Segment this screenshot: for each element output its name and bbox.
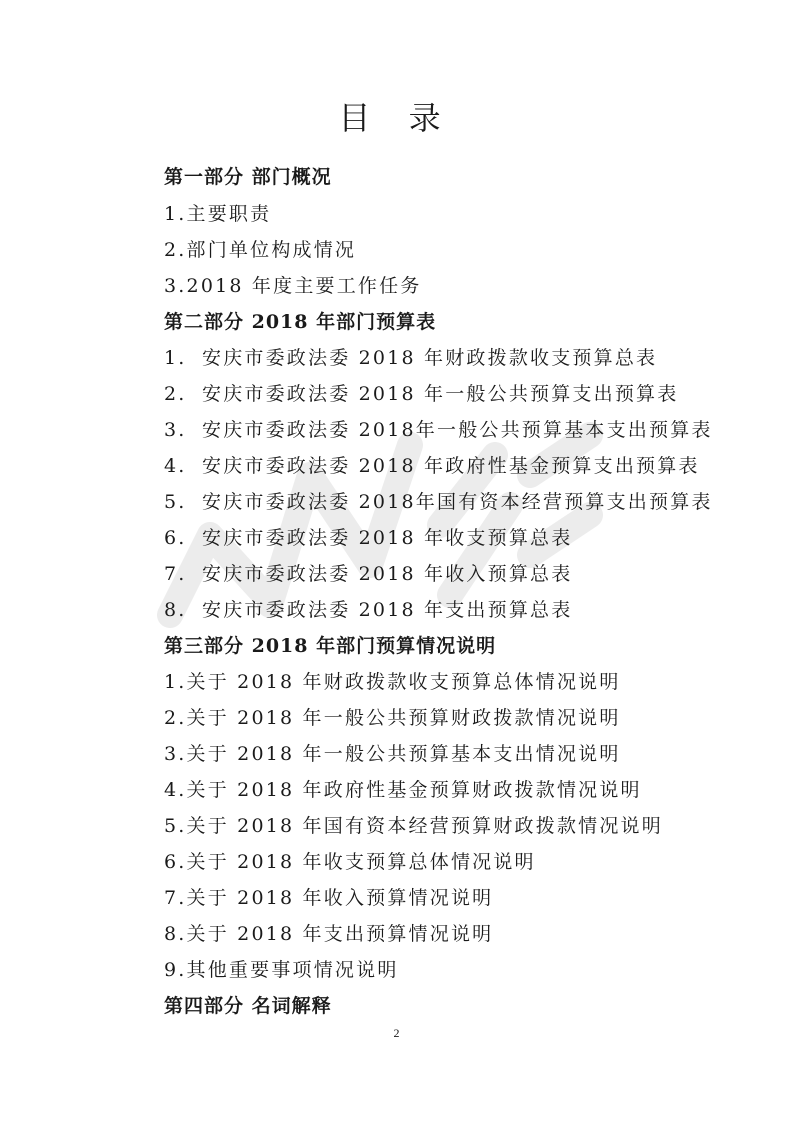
- toc-item-text: 安庆市委政法委 2018年国有资本经营预算支出预算表: [202, 491, 713, 513]
- toc-item: 3.2018 年度主要工作任务: [164, 275, 422, 297]
- toc-item-number: 7.: [164, 563, 187, 585]
- toc-item-text: 安庆市委政法委 2018 年一般公共预算支出预算表: [202, 383, 679, 405]
- toc-item-text: 安庆市委政法委 2018 年财政拨款收支预算总表: [202, 347, 658, 369]
- toc-item-text: 安庆市委政法委 2018年一般公共预算基本支出预算表: [202, 419, 713, 441]
- toc-item: [164, 343, 657, 370]
- toc-item: 9.其他重要事项情况说明: [164, 959, 399, 981]
- section-heading-part1: 第一部分 部门概况: [164, 166, 332, 188]
- toc-item: [164, 487, 713, 514]
- toc-item: 1.关于 2018 年财政拨款收支预算总体情况说明: [164, 671, 621, 693]
- section-heading-part3: 第三部分 2018 年部门预算情况说明: [164, 635, 497, 657]
- toc-item: [164, 415, 713, 442]
- toc-item-text: 安庆市委政法委 2018 年政府性基金预算支出预算表: [202, 455, 700, 477]
- toc-item-text: 安庆市委政法委 2018 年收支预算总表: [202, 527, 573, 549]
- toc-item: [164, 451, 700, 478]
- toc-item: 5.关于 2018 年国有资本经营预算财政拨款情况说明: [164, 815, 663, 837]
- toc-item-number: 5.: [164, 491, 187, 513]
- toc-item-number: 8.: [164, 599, 187, 621]
- toc-item: 2.关于 2018 年一般公共预算财政拨款情况说明: [164, 707, 621, 729]
- toc-item: 4.关于 2018 年政府性基金预算财政拨款情况说明: [164, 779, 642, 801]
- section-heading-part4: 第四部分 名词解释: [164, 995, 332, 1017]
- toc-item-number: 1.: [164, 347, 187, 369]
- toc-item: 6.关于 2018 年收支预算总体情况说明: [164, 851, 536, 873]
- toc-item: [164, 379, 678, 406]
- toc-item-number: 4.: [164, 455, 187, 477]
- page-number: 2: [393, 1026, 400, 1040]
- toc-item: [164, 523, 572, 550]
- toc-item-number: 2.: [164, 383, 187, 405]
- toc-item: 3.关于 2018 年一般公共预算基本支出情况说明: [164, 743, 621, 765]
- toc-item: 8.关于 2018 年支出预算情况说明: [164, 923, 494, 945]
- toc-item-number: 6.: [164, 527, 187, 549]
- toc-item-text: 安庆市委政法委 2018 年收入预算总表: [202, 563, 573, 585]
- section-heading-part2: 第二部分 2018 年部门预算表: [164, 311, 437, 333]
- page-title: 目 录: [338, 99, 455, 137]
- toc-item: 1.主要职责: [164, 203, 272, 225]
- toc-item: [164, 559, 572, 586]
- toc-item: 7.关于 2018 年收入预算情况说明: [164, 887, 494, 909]
- toc-item-number: 3.: [164, 419, 187, 441]
- toc-item: [164, 595, 572, 622]
- toc-item-text: 安庆市委政法委 2018 年支出预算总表: [202, 599, 573, 621]
- toc-item: 2.部门单位构成情况: [164, 239, 357, 261]
